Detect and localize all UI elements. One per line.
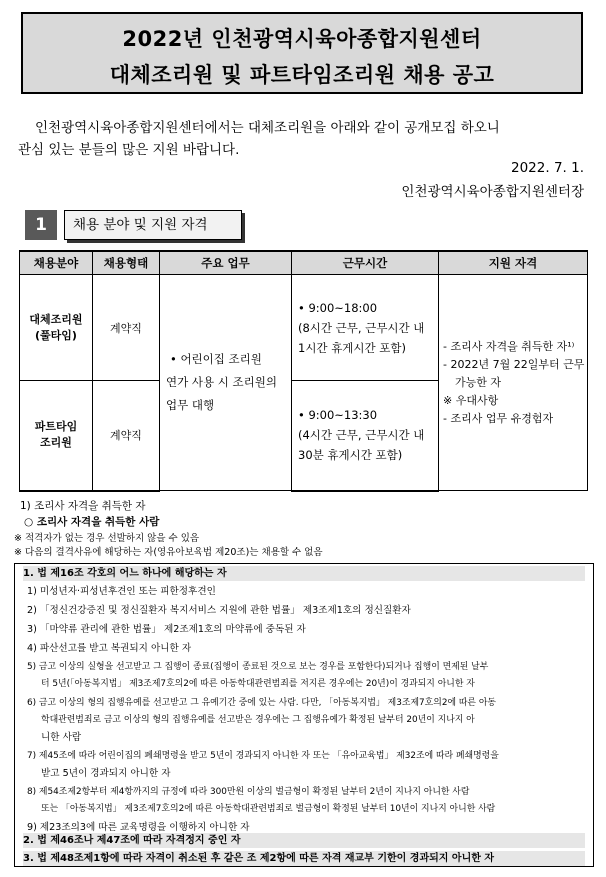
disq-item-5a: 5) 금고 이상의 실형을 선고받고 그 집행이 종료(집행이 종료된 것으로 보는 경우를 포함한다)되거나 집행이 면제된 날부 [27,662,489,672]
section-title: 채용 분야 및 지원 자격 [64,210,242,240]
row-2-hours [292,381,439,491]
qual-l1: - 조리사 자격을 취득한 자¹⁾ [443,339,575,353]
header-hours: 근무시간 [292,251,439,275]
row-1-hours-l3: 1시간 휴게시간 포함) [298,340,406,355]
disq-heading-3: 3. 법 제48조제1항에 따라 자격이 취소된 후 같은 조 제2항에 따른 자격 재교부 기한이 경과되지 아니한 자 [23,851,585,866]
note-3: ※ 적격자가 없는 경우 선발하지 않을 수 있음 [14,533,200,544]
row-1-field-l2: (풀타임) [35,328,77,342]
disq-item-7a: 7) 제45조에 따라 어린이집의 폐쇄명령을 받고 5년이 경과되지 아니한 자 또는 「유아교육법」 제32조에 따라 폐쇄명령을 [27,751,499,761]
row-1-hours-l2: (8시간 근무, 근무시간 내 [298,320,425,335]
disq-item-6a: 6) 금고 이상의 형의 집행유예를 선고받고 그 유예기간 중에 있는 사람. 다만, 「아동복지법」 제3조제7호의2에 따른 아동 [27,698,496,708]
disq-item-2: 2) 「정신건강증진 및 정신질환자 복지서비스 지원에 관한 법률」 제3조제1호의 정신질환자 [27,605,411,616]
header-duty: 주요 업무 [160,251,292,275]
disq-item-9: 9) 제23조의3에 따른 교육명령을 이행하지 아니한 자 [27,822,250,833]
title-box [21,12,583,94]
header-type: 채용형태 [93,251,160,275]
announcement-date: 2022. 7. 1. [511,160,584,176]
disq-item-6c: 니한 사람 [41,732,82,743]
qual-l2: - 2022년 7월 22일부터 근무 [443,357,585,371]
disq-heading-2: 2. 법 제46조나 제47조에 따라 자격정지 중인 자 [23,833,585,848]
row-2-field-l1: 파트타임 [34,420,78,434]
row-1-hours [292,275,439,381]
note-4: ※ 다음의 결격사유에 해당하는 자(영유아보육법 제20조)는 채용할 수 없음 [14,547,323,558]
intro-line-2: 관심 있는 분들의 많은 지원 바랍니다. [18,142,240,158]
qual-l5: - 조리사 업무 유경험자 [443,411,554,425]
qual-l3: 가능한 자 [455,375,502,389]
intro-line-1: 인천광역시육아종합지원센터에서는 대체조리원을 아래와 같이 공개모집 하오니 [35,120,500,136]
disq-item-1: 1) 미성년자·피성년후견인 또는 피한정후견인 [27,586,216,597]
disq-item-5b: 터 5년(「아동복지법」 제3조제7호의2에 따른 아동학대관련범죄를 저지른 경우에는 20년)이 경과되지 아니한 자 [41,679,475,689]
duty-l1: • 어린이집 조리원 [170,352,262,366]
disq-item-8b: 또는 「아동복지법」 제3조제7호의2에 따른 아동학대관련범죄로 벌금형이 확정된 날부터 10년이 지나지 아니한 사람 [41,804,496,814]
header-field: 채용분야 [20,251,93,275]
disq-item-8a: 8) 제54조제2항부터 제4항까지의 규정에 따라 300만원 이상의 벌금형이 확정된 날부터 2년이 지나지 아니한 사람 [27,787,470,797]
row-2-field-l2: 조리원 [40,436,72,450]
note-2: ○ 조리사 자격을 취득한 사람 [24,516,160,528]
row-1-type: 계약직 [93,275,160,381]
duty-l2: 연가 사용 시 조리원의 [166,375,277,389]
section-number: 1 [25,210,57,240]
disqualification-box [14,563,594,867]
disq-item-7b: 받고 5년이 경과되지 아니한 자 [41,768,171,779]
announcement-org: 인천광역시육아종합지원센터장 [401,184,584,200]
note-1: 1) 조리사 자격을 취득한 자 [20,500,146,512]
disq-heading-1: 1. 법 제16조 각호의 어느 하나에 해당하는 자 [23,566,585,581]
qual-l4: ※ 우대사항 [443,393,499,407]
row-1-field [20,275,93,381]
row-2-hours-l1: • 9:00~13:30 [298,408,378,423]
title-line-2: 대체조리원 및 파트타임조리원 채용 공고 [109,63,495,87]
row-2-type: 계약직 [93,381,160,491]
row-1-field-l1: 대체조리원 [29,312,83,326]
recruitment-table [19,250,588,492]
row-2-hours-l2: (4시간 근무, 근무시간 내 [298,428,425,443]
disq-item-4: 4) 파산선고를 받고 복권되지 아니한 자 [27,643,192,654]
disq-item-3: 3) 「마약류 관리에 관한 법률」 제2조제1호의 마약류에 중독된 자 [27,624,306,635]
row-2-field [20,381,93,491]
disq-item-6b: 학대관련범죄로 금고 이상의 형의 집행유예를 선고받은 경우에는 그 집행유예가 확정된 날부터 20년이 지나지 아 [41,715,475,725]
row-2-hours-l3: 30분 휴게시간 포함) [298,448,403,463]
duty-l3: 업무 대행 [166,398,215,412]
row-1-hours-l1: • 9:00~18:00 [298,300,378,315]
qualification-cell [439,275,588,491]
header-qualification: 지원 자격 [439,251,588,275]
title-line-1: 2022년 인천광역시육아종합지원센터 [122,27,482,51]
duty-cell [160,275,292,491]
